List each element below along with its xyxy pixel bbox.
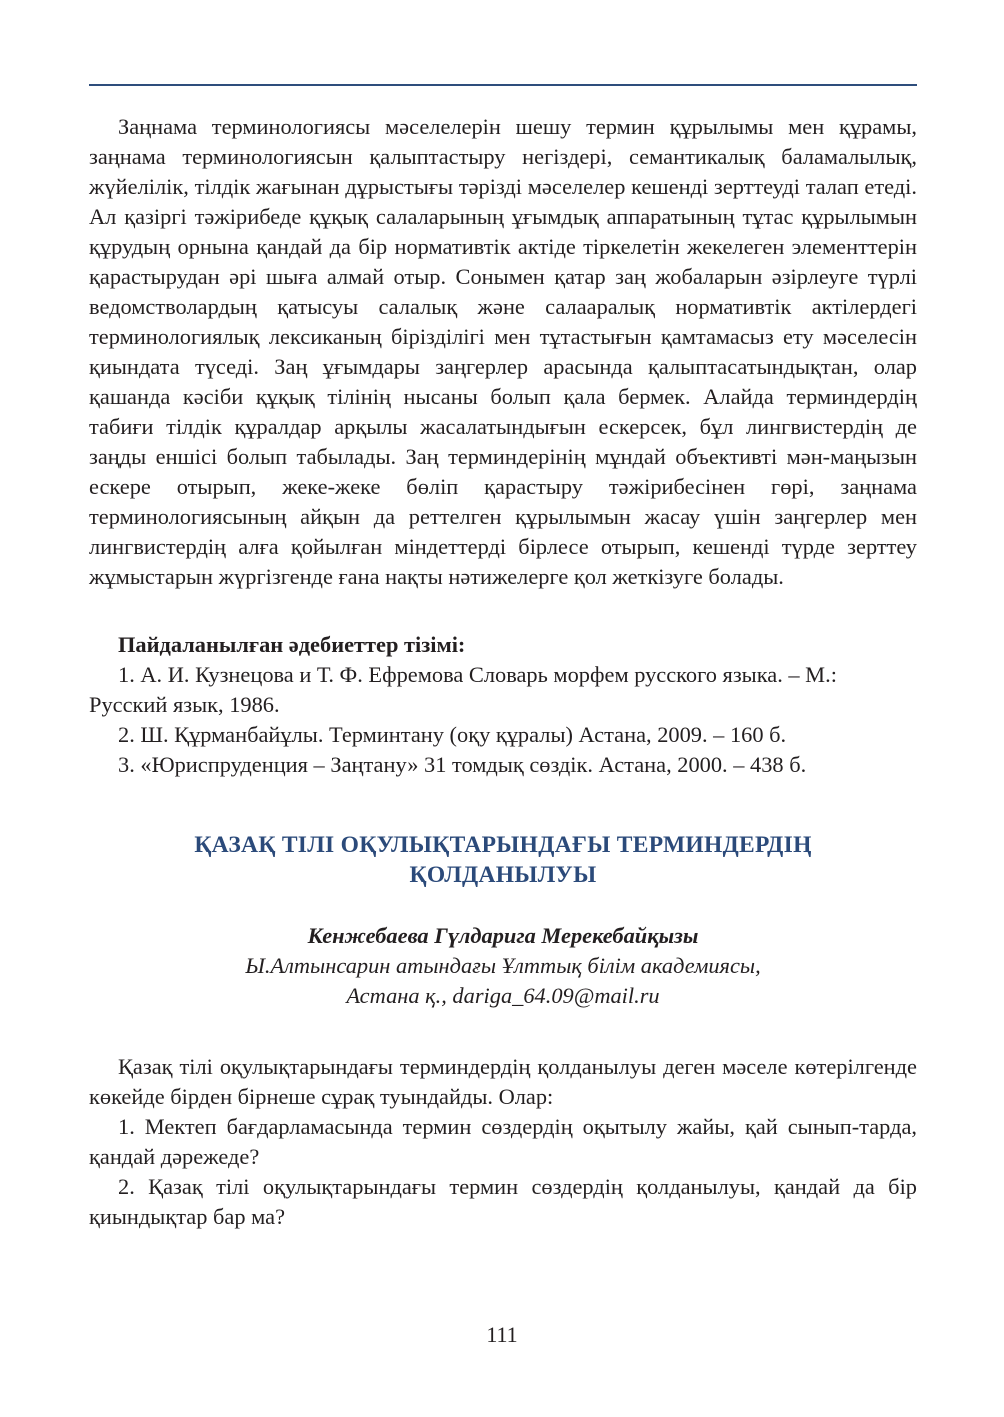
reference-item: 2. Ш. Құрманбайұлы. Терминтану (оқу құралы) Астана, 2009. – 160 б.: [118, 722, 787, 747]
body-paragraph: Заңнама терминологиясы мәселелерін шешу термин құрылымы мен құрамы, заңнама терминологиясын қалыптастыру негіздері, семантикалық баламалылық, жүйелілік, тілдік жағынан дұрыстығы тәрізді мәселелер кешенді зерттеуді талап етеді. Ал қазіргі тәжірибеде құқық салаларының ұғымдық аппаратының тұтас құрылымын құрудың орнына қандай да бір нормативтік актіде тіркелетін жекелеген элементтерін қарастырудан әрі шыға алмай отыр. Сонымен қатар заң жобаларын әзірлеуге түрлі ведомстволардың қатысуы салалық және салааралық нормативтік актілердегі терминологиялық лексиканың біріздiлiгi мен тұтастығын қамтамасыз ету мәселесін қиындата түседі. Заң ұғымдары заңгерлер арасында қалыптасатындықтан, олар қашанда кәсіби құқық тілінің нысаны болып қала бермек. Алайда терминдердің табиғи тілдік құралдар арқылы жасалатындығын ескерсек, бұл лингвистердің де заңды еншісі болып табылады. Заң терминдерінің мұндай объективті мән-маңызын ескере отырып, жеке-жеке бөліп қарастыру тәжірибесінен гөрі, заңнама терминологиясының айқын да реттелген құрылымын жасау үшін заңгерлер мен лингвистердің алға қойылған міндеттерді бірлесе отырып, кешенді түрде зерттеу жұмыстарын жүргізгенде ғана нақты нәтижелерге қол жеткізуге болады.: [89, 114, 917, 589]
author-name: Кенжебаева Гүлдарига Мерекебайқызы: [307, 923, 699, 948]
header-rule: [89, 84, 917, 86]
article-title-line-2: ҚОЛДАНЫЛУЫ: [409, 862, 597, 888]
page-content: [89, 112, 917, 1232]
author-location-email: Астана қ., dariga_64.09@mail.ru: [346, 983, 660, 1008]
reference-item: 1. А. И. Кузнецова и Т. Ф. Ефремова Словарь морфем русского языка. – М.: Русский язык, 1986.: [89, 662, 837, 717]
intro-paragraph: Қазақ тілі оқулықтарындағы терминдердің қолданылуы деген мәселе көтерілгенде көкейде бірден бірнеше сұрақ туындайды. Олар:: [89, 1054, 917, 1109]
question-item: 1. Мектеп бағдарламасында термин сөздердің оқытылу жайы, қай сынып-тарда, қандай дәрежеде?: [89, 1114, 917, 1169]
references-heading: Пайдаланылған әдебиеттер тізімі:: [118, 632, 466, 657]
author-affiliation: Ы.Алтынсарин атындағы Ұлттық білім академиясы,: [245, 953, 761, 978]
reference-item: 3. «Юриспруденция – Заңтану» 31 томдық сөздік. Астана, 2000. – 438 б.: [118, 752, 807, 777]
article-title-line-1: ҚАЗАҚ ТІЛІ ОҚУЛЫҚТАРЫНДАҒЫ ТЕРМИНДЕРДІҢ: [194, 832, 812, 858]
question-item: 2. Қазақ тілі оқулықтарындағы термин сөздердің қолданылуы, қандай да бір қиындықтар бар ма?: [89, 1174, 917, 1229]
page-number: 111: [486, 1322, 518, 1347]
